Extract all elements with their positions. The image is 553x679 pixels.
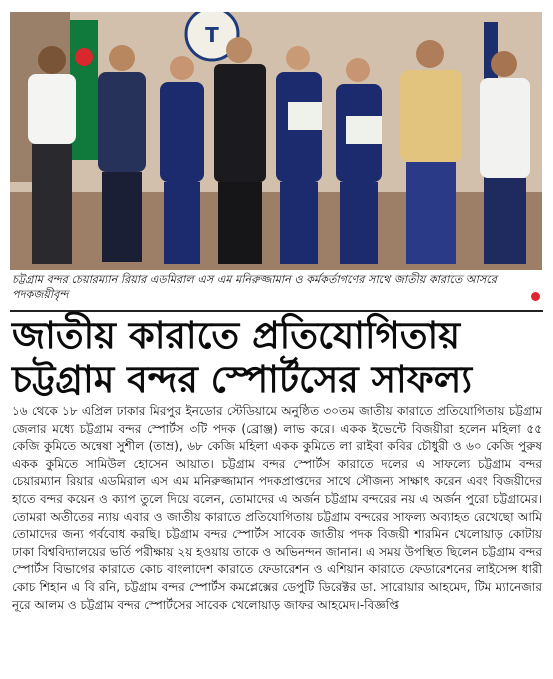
news-photo [10,12,542,270]
red-bullet-icon [531,292,540,301]
article-body: ১৬ থেকে ১৮ এপ্রিল ঢাকার মিরপুর ইনডোর স্টেডিয়ামে অনুষ্ঠিত ৩০তম জাতীয় কারাতে প্রতিযোগিতায় চট্টগ্রাম জেলার মধ্যে চট্টগ্রাম বন্দর স্পোর্টস ৩টি পদক (ব্রোঞ্জ) লাভ করে। একক ইভেন্টে বিজয়ীরা হলেন মহিলা ৫৫ কেজি কুমিতে অন্বেষা সুশীল (তাম্র), ৬৮ কেজি মহিলা একক কুমিতে লা রাইবা কবির চৌধুরী ও ৬০ কেজি পুরুষ একক কুমিতে সামিউল হোসেন আয়াত। চট্টগ্রাম বন্দর স্পোর্টস কারাতে দলের এ সাফল্যে চট্টগ্রাম বন্দর চেয়ারম্যান রিয়ার এডমিরাল এস এম মনিরুজ্জামান পদকপ্রাপ্তদের সাথে সৌজন্য সাক্ষাৎ করেন এবং বিজয়ীদের হাতে বন্দর কয়েন ও ক্যাপ তুলে দিয়ে বলেন, তোমাদের এ অর্জন চট্টগ্রাম বন্দরের নয় এ অর্জন পুরো চট্টগ্রামের। তোমরা অতীতের ন্যায় এবার ও জাতীয় কারাতে প্রতিযোগিতায় চট্টগ্রাম বন্দরের সাফল্য অব্যাহত রেখেছো আমি তোমাদের জন্য গর্ববোধ করছি। চট্টগ্রাম বন্দর স্পোর্টস সাবেক জাতীয় পদক বিজয়ী শারমিন খেলোয়াড় কোটায় ঢাকা বিশ্ববিদ্যালয়ের ভর্তি পরীক্ষায় ২য় হওয়ায় তাকে ও অভিনন্দন জানান। এ সময় উপস্থিত ছিলেন চট্টগ্রাম বন্দর স্পোর্টস বিভাগের কারাতে কোচ বাংলাদেশ কারাতে ফেডারেশন ও এশিয়ান কারাতে ফেডারেশনের লাইসেন্স ধারী কোচ শিহান এ বি রনি, চট্টগ্রাম বন্দর স্পোর্টস কমপ্লেক্সের ডেপুটি ডিরেক্টর ডা. সারোয়ার আহমেদ, টিম ম্যানেজার নূরে আলম ও চট্টগ্রাম বন্দর স্পোর্টসের সাবেক খেলোয়াড় জাফর আহমেদ।-বিজ্ঞপ্তি [12,404,542,612]
svg-text:T: T [205,23,219,47]
group-photo-illustration [10,12,542,270]
photo-caption: চট্টগ্রাম বন্দর চেয়ারম্যান রিয়ার এডমিরাল এস এম মনিরুজ্জামান ও কর্মকর্তাগণের সাথে জাতীয় কারাতে আসরে পদকজয়ীবৃন্দ [12,273,497,301]
headline-line-1: জাতীয় কারাতে প্রতিযোগিতায় [12,314,461,357]
headline-line-2: চট্টগ্রাম বন্দর স্পোর্টসের সাফল্য [12,358,473,401]
